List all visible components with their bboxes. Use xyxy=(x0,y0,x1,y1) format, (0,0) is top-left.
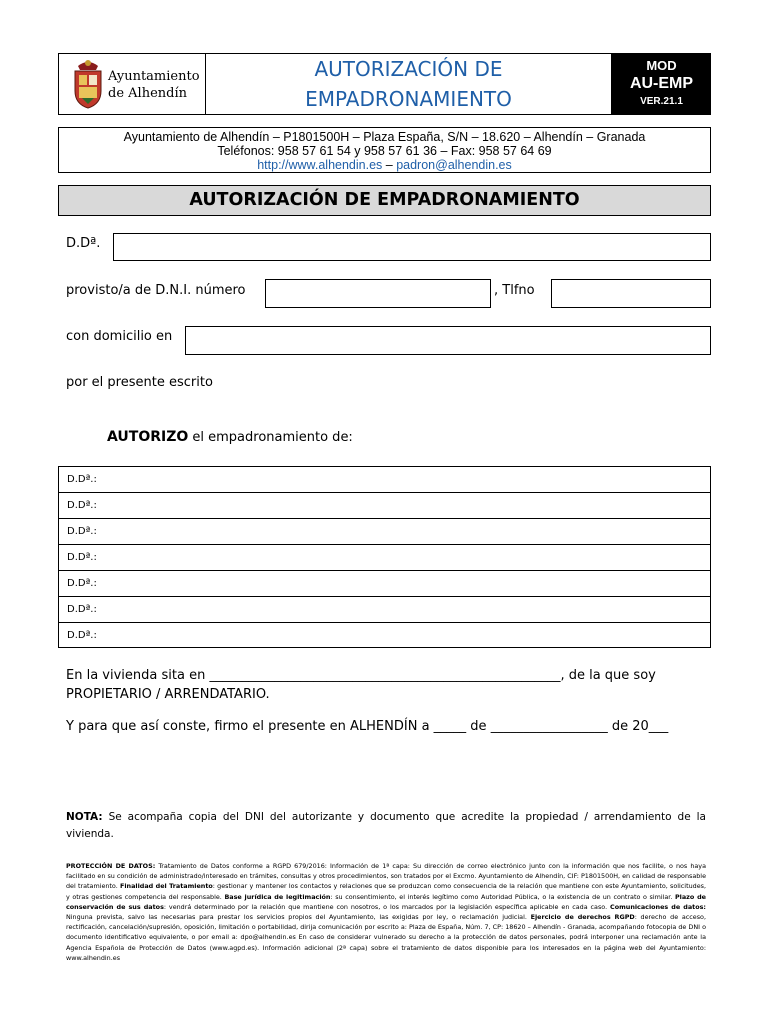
person-row[interactable]: D.Dª.: xyxy=(59,519,710,545)
signature-line: Y para que así conste, firmo el presente en ALHENDÍN a _____ de __________________ de 20___ xyxy=(66,719,669,734)
person-row[interactable]: D.Dª.: xyxy=(59,597,710,623)
logo-text xyxy=(108,68,200,102)
dda-label: D.Dª. xyxy=(66,236,101,251)
address-line1: Ayuntamiento de Alhendín – P1801500H – Plaza España, S/N – 18.620 – Alhendín – Granada xyxy=(123,130,646,144)
escrito-text: por el presente escrito xyxy=(66,375,213,390)
logo-line2: de Alhendín xyxy=(108,86,187,101)
legal-b4: Plazo de conservación de sus datos xyxy=(66,892,707,911)
address-line3 xyxy=(59,158,710,172)
title-line1: AUTORIZACIÓN DE xyxy=(314,57,503,81)
vivienda-statement xyxy=(66,666,711,704)
website-link[interactable]: http://www.alhendin.es xyxy=(257,158,383,172)
nota-text xyxy=(66,809,706,843)
person-row[interactable]: D.Dª.: xyxy=(59,467,710,493)
domicilio-label: con domicilio en xyxy=(66,329,173,344)
authorized-persons-table xyxy=(58,466,711,648)
legal-t3: : su consentimiento, el interés legítimo como Autoridad Pública, o la existencia de un contrato o similar. xyxy=(330,892,675,901)
tlfno-label: , Tlfno xyxy=(494,283,535,298)
vivienda-line2: PROPIETARIO / ARRENDATARIO. xyxy=(66,687,270,702)
dda-name-field[interactable] xyxy=(113,233,711,261)
header-title xyxy=(206,53,612,115)
mod-code: AU-EMP xyxy=(629,75,694,92)
legal-b1: PROTECCIÓN DE DATOS: xyxy=(66,862,156,870)
mod-label: MOD xyxy=(646,58,677,73)
logo-line1: Ayuntamiento xyxy=(108,69,200,84)
phone-field[interactable] xyxy=(551,279,711,308)
person-row[interactable]: D.Dª.: xyxy=(59,493,710,519)
nota-body: Se acompaña copia del DNI del autorizante y documento que acredite la propiedad / arrendamiento de la vivienda. xyxy=(66,811,706,840)
legal-t5: Ninguna prevista, salvo las necesarias para prestar los servicios propios del Ayuntamiento, las exigidas por ley, o reclamación judicial. xyxy=(66,913,531,922)
mod-version: VER.21.1 xyxy=(640,96,683,107)
legal-b6: Ejercicio de derechos RGPD xyxy=(530,913,635,922)
link-separator: – xyxy=(382,158,397,172)
legal-b3: Base jurídica de legitimación xyxy=(224,892,331,901)
person-row[interactable]: D.Dª.: xyxy=(67,630,97,641)
dni-label: provisto/a de D.N.I. número xyxy=(66,283,246,298)
vivienda-line1: En la vivienda sita en ______________________________________________________, de la que soy xyxy=(66,668,656,683)
section-title: AUTORIZACIÓN DE EMPADRONAMIENTO xyxy=(58,185,711,216)
title-line2: EMPADRONAMIENTO xyxy=(305,87,512,111)
person-row[interactable]: D.Dª.: xyxy=(59,571,710,597)
legal-t2: : gestionar y mantener los contactos y relaciones que se produzcan como consecuencia de la relación que mantiene con este Ayuntamiento, solicitudes, y otras gestiones competencia del responsable. xyxy=(66,882,706,901)
email-link[interactable]: padron@alhendin.es xyxy=(396,158,512,172)
data-protection-notice xyxy=(66,861,706,963)
model-code-box xyxy=(612,53,711,115)
autorizo-rest: el empadronamiento de: xyxy=(188,430,353,445)
autorizo-line xyxy=(107,429,353,445)
legal-t4: : vendrá determinado por la relación que mantiene con nosotros, o los marcados por la legislación específica aplicable en cada caso. xyxy=(163,902,611,911)
legal-b2: Finalidad del Tratamiento xyxy=(119,882,213,891)
legal-t6: : derecho de acceso, rectificación, cancelación/supresión, oposición, limitación o portabilidad, dirija comunicación por escrito a: Plaza de España, Núm. 7, CP: 18620 – Alhendín - Granada, acompañando fotocopia de DNI o documento identificativo equivalente, o por email a: dpo@alhendin.es En caso de considerar vulnerado su derecho a la protección de datos personales, podrá interponer una reclamación ante la Agencia Española de Protección de Datos (www.agpd.es). Información adicional (2ª capa) sobre el tratamiento de datos disponible para los interesados en la página web del Ayuntamiento: www.alhendin.es xyxy=(66,913,706,962)
dni-field[interactable] xyxy=(265,279,491,308)
coat-of-arms-icon xyxy=(70,58,106,110)
legal-t1: Tratamiento de Datos conforme a RGPD 679/2016: Información de 1ª capa: Su dirección de correo electrónico junto con la información que nos facilite, o nos haya facilitado en su condición de administrado/interesado en trámites, consultas y otros procedimientos, son tratados por el Excmo. Ayuntamiento de Alhendín, CIF: P1801500H, en calidad de responsable del tratamiento. xyxy=(66,862,707,891)
address-box xyxy=(58,127,711,173)
domicilio-field[interactable] xyxy=(185,326,711,355)
nota-label: NOTA: xyxy=(66,811,103,823)
legal-b5: Comunicaciones de datos: xyxy=(610,902,706,911)
address-line2: Teléfonos: 958 57 61 54 y 958 57 61 36 – Fax: 958 57 64 69 xyxy=(217,144,552,158)
autorizo-bold: AUTORIZO xyxy=(107,429,189,445)
person-row[interactable]: D.Dª.: xyxy=(59,545,710,571)
